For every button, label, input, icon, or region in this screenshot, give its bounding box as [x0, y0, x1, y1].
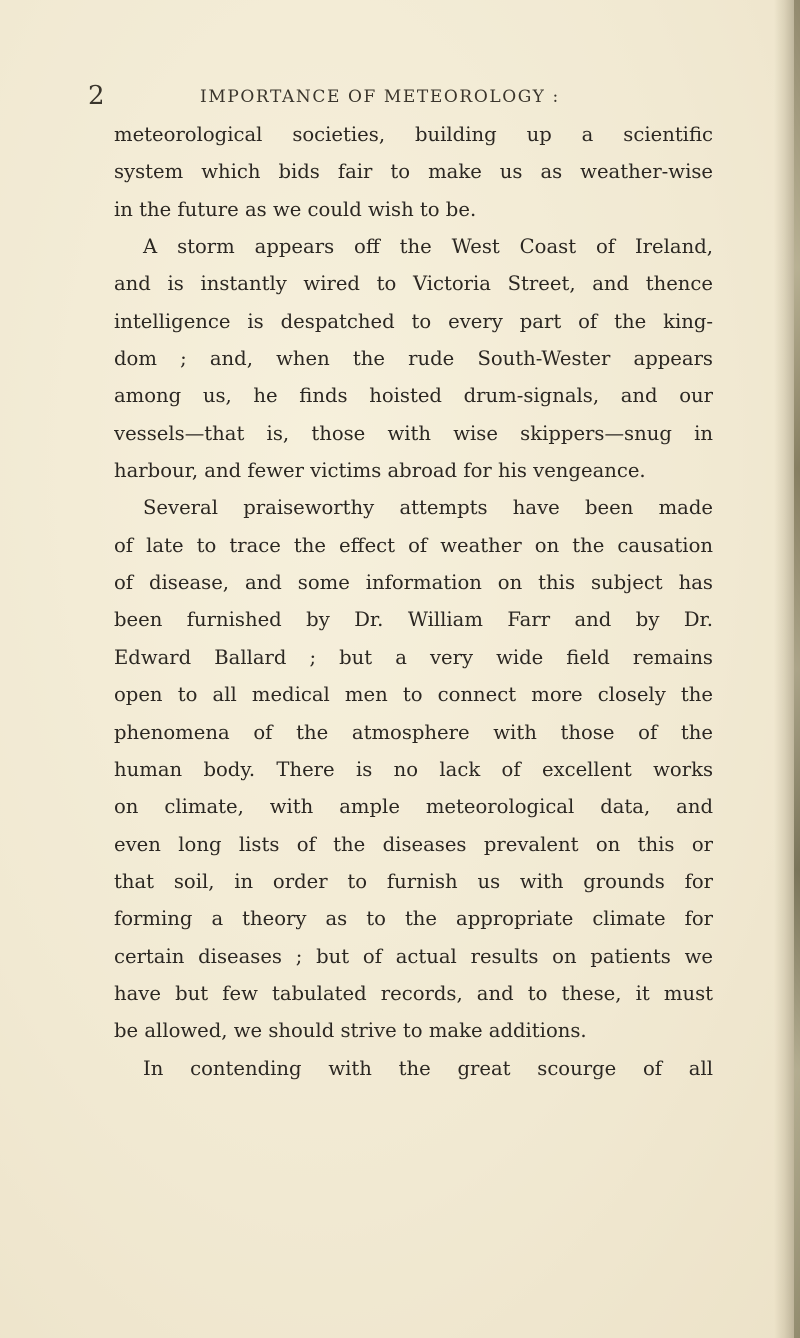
text-line: of late to trace the effect of weather on the causation: [114, 533, 713, 557]
text-line: intelligence is despatched to every part of the king-: [114, 309, 713, 333]
text-line: phenomena of the atmosphere with those of the: [114, 720, 713, 744]
text-line: In contending with the great scourge of all: [143, 1056, 713, 1080]
text-line: be allowed, we should strive to make additions.: [114, 1019, 587, 1043]
text-line: in the future as we could wish to be.: [114, 197, 477, 221]
text-line: open to all medical men to connect more closely the: [114, 683, 713, 707]
text-line: meteorological societies, building up a scientific: [114, 123, 713, 146]
text-line: Edward Ballard ; but a very wide field remains: [114, 645, 713, 669]
page-number: 2: [88, 81, 105, 111]
text-line: of disease, and some information on this subject has: [114, 571, 713, 595]
text-line: even long lists of the diseases prevalent on this or: [114, 832, 713, 856]
running-head: IMPORTANCE OF METEOROLOGY :: [200, 87, 560, 107]
page-edge: [794, 0, 800, 1338]
text-line: Several praiseworthy attempts have been made: [143, 496, 713, 520]
text-line: A storm appears off the West Coast of Ireland,: [143, 235, 713, 259]
text-line: dom ; and, when the rude South-Wester appears: [114, 347, 713, 371]
text-line: human body. There is no lack of excellent works: [114, 757, 713, 781]
text-line: forming a theory as to the appropriate climate for: [114, 907, 713, 931]
body-text: [114, 116, 713, 1087]
text-line: that soil, in order to furnish us with grounds for: [114, 869, 713, 893]
text-line: system which bids fair to make us as weather-wise: [114, 160, 713, 184]
text-line: among us, he finds hoisted drum-signals, and our: [114, 384, 713, 408]
text-line: been furnished by Dr. William Farr and by Dr.: [114, 608, 713, 632]
text-line: and is instantly wired to Victoria Street, and thence: [114, 272, 713, 296]
text-line: harbour, and fewer victims abroad for his vengeance.: [114, 459, 646, 483]
text-line: certain diseases ; but of actual results on patients we: [114, 944, 713, 968]
text-line: have but few tabulated records, and to these, it must: [114, 981, 713, 1005]
page-header: [88, 79, 728, 113]
text-line: on climate, with ample meteorological data, and: [114, 795, 713, 819]
text-line: vessels—that is, those with wise skippers—snug in: [114, 421, 713, 445]
